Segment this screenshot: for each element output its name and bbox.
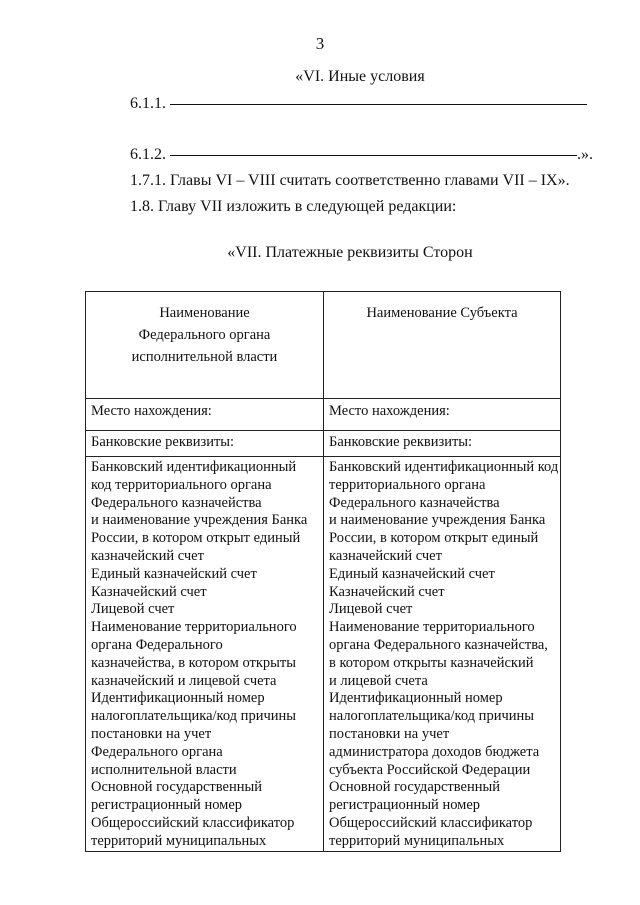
detail-line: и наименование учреждения Банка <box>329 512 546 529</box>
detail-line: постановки на учет <box>329 725 450 742</box>
detail-line: Наименование территориального <box>329 619 535 636</box>
header-right-line: Наименование Субъекта <box>366 305 518 321</box>
detail-line: в котором открыты казначейский <box>329 654 534 671</box>
clause-6-1-1 <box>130 95 587 113</box>
header-federal-body <box>86 292 324 399</box>
bank-left: Банковские реквизиты: <box>86 431 324 457</box>
detail-line: и наименование учреждения Банка <box>91 512 308 529</box>
clause-6-1-2-suffix: .». <box>577 146 593 163</box>
detail-line: России, в котором открыт единый <box>91 530 301 547</box>
table-row-location <box>86 399 561 431</box>
detail-line: казначейства, в котором открыты <box>91 654 296 671</box>
detail-line: Основной государственный <box>91 779 262 796</box>
clause-1-7-1: 1.7.1. Главы VI – VIII считать соответственно главами VII – IX». <box>130 172 570 189</box>
detail-line: регистрационный номер <box>91 797 243 814</box>
detail-line: Банковский идентификационный код <box>329 459 559 475</box>
header-left-line: Федерального органа <box>138 327 271 343</box>
detail-line: России, в котором открыт единый <box>329 530 539 547</box>
payment-requisites-table <box>85 291 561 852</box>
detail-line: Федерального органа <box>91 743 223 760</box>
detail-line: Единый казначейский счет <box>91 565 257 582</box>
header-left-line: исполнительной власти <box>131 349 278 365</box>
detail-line: Казначейский счет <box>329 583 445 600</box>
detail-line: территорий муниципальных <box>91 832 267 849</box>
location-right: Место нахождения: <box>324 399 561 431</box>
detail-line: администратора доходов бюджета <box>329 743 540 760</box>
detail-line: органа Федерального <box>91 636 223 653</box>
section-heading-other-conditions: «VI. Иные условия <box>295 68 425 85</box>
detail-line: Лицевой счет <box>329 601 413 618</box>
detail-line: Казначейский счет <box>91 583 207 600</box>
detail-line: код территориального органа <box>91 476 272 493</box>
detail-line: Общероссийский классификатор <box>91 814 295 831</box>
detail-line: казначейский счет <box>329 547 442 564</box>
detail-line: регистрационный номер <box>329 797 481 814</box>
detail-line: Единый казначейский счет <box>329 565 495 582</box>
detail-line: и лицевой счета <box>329 672 428 689</box>
detail-line: Идентификационный номер <box>329 690 503 707</box>
location-left: Место нахождения: <box>86 399 324 431</box>
table-row-details <box>86 457 561 852</box>
detail-line: территориального органа <box>329 476 486 493</box>
bank-right: Банковские реквизиты: <box>324 431 561 457</box>
detail-line: казначейский счет <box>91 547 204 564</box>
clause-6-1-2 <box>130 146 593 164</box>
detail-line: исполнительной власти <box>91 761 237 778</box>
clause-1-8: 1.8. Главу VII изложить в следующей редакции: <box>130 198 457 215</box>
detail-line: Банковский идентификационный <box>91 459 297 475</box>
detail-line: органа Федерального казначейства, <box>329 636 548 653</box>
detail-line: налогоплательщика/код причины <box>329 708 535 725</box>
detail-line: Наименование территориального <box>91 619 297 636</box>
detail-line: Лицевой счет <box>91 601 175 618</box>
detail-line: Общероссийский классификатор <box>329 814 533 831</box>
header-subject <box>324 292 561 399</box>
header-left-line: Наименование <box>159 305 250 321</box>
details-left-cell <box>86 457 324 852</box>
page-number: 3 <box>315 34 325 53</box>
clause-6-1-2-blank-line <box>170 154 577 156</box>
clause-6-1-1-blank-line <box>170 103 587 105</box>
clause-6-1-1-label: 6.1.1. <box>130 95 166 112</box>
detail-line: Основной государственный <box>329 779 500 796</box>
detail-line: территорий муниципальных <box>329 832 505 849</box>
section-heading-payment-requisites: «VII. Платежные реквизиты Сторон <box>227 244 473 261</box>
detail-line: постановки на учет <box>91 725 212 742</box>
table-row-bank-requisites <box>86 431 561 457</box>
detail-line: казначейский и лицевой счета <box>91 672 277 689</box>
table-header-row <box>86 292 561 399</box>
detail-line: Идентификационный номер <box>91 690 265 707</box>
clause-6-1-2-label: 6.1.2. <box>130 146 166 163</box>
detail-line: Федерального казначейства <box>91 494 262 511</box>
detail-line: Федерального казначейства <box>329 494 500 511</box>
detail-line: субъекта Российской Федерации <box>329 761 531 778</box>
detail-line: налогоплательщика/код причины <box>91 708 297 725</box>
details-right-cell <box>324 457 561 852</box>
